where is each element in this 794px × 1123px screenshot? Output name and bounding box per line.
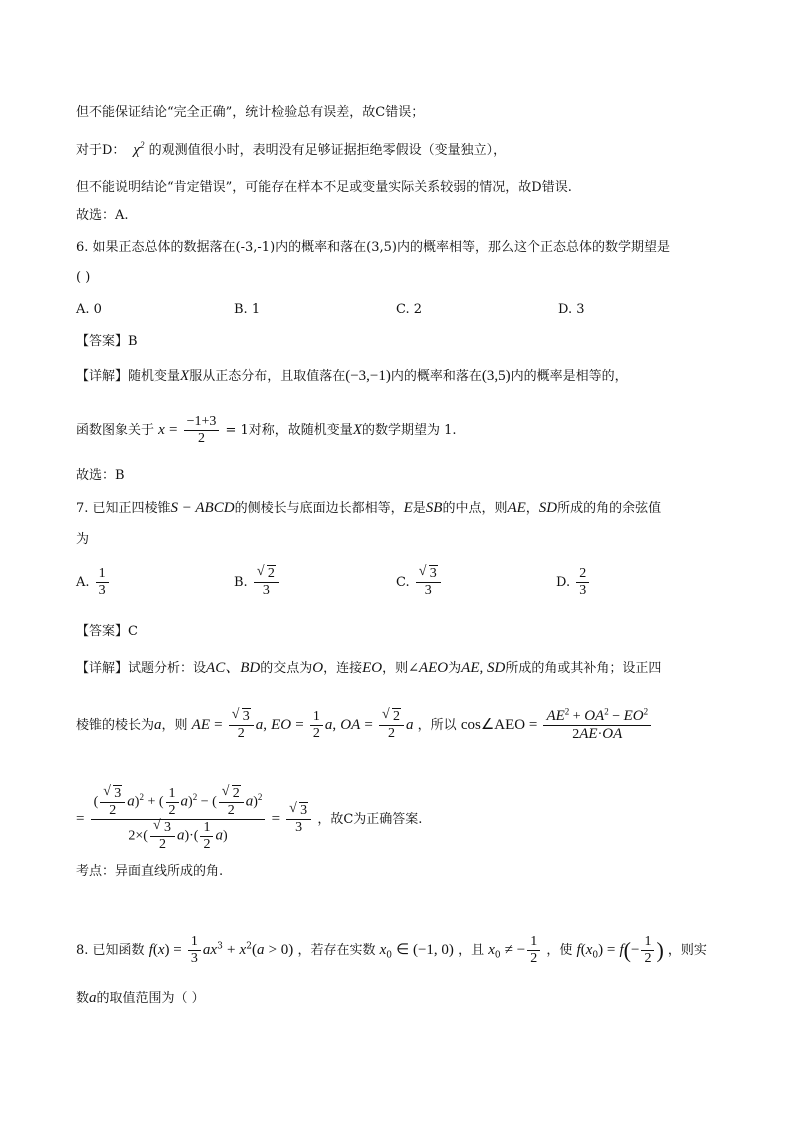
q7-option-d: D. $\frac{2}{3}$ [556,566,591,599]
q6-option-c: C. 2 [396,302,423,317]
q6-choose: 故选：B [76,468,125,483]
chi-square-symbol: $\chi^2$ [129,140,145,158]
text-line: 对于D： $\chi^2$ 的观测值很小时，表明没有足够证据拒绝零假设（变量独立）， [76,140,507,158]
question-8-stem2: 数a的取值范围为（ ） [76,990,205,1006]
q7-answer: 【答案】C [76,624,138,639]
cosine-formula: $\frac{AE^2 + OA^2 - EO^2}{2AE\cdot OA}$ [543,708,651,743]
cosine-computation: ( √ $\frac{3}{2}$ a)$^2$ + ( $\frac{1}{2}$ a)$^2$ − ( √ $\frac{2}{2}$ a)$^2$ 2×( √ $\frac{3}{2}$ a)·( $\frac{1}{2}$ a) [91,786,266,853]
q7-detail-line1: 【详解】试题分析：设AC、BD的交点为O，连接EO，则∠AEO为AE, SD所成的角或其补角；设正四 [76,660,662,676]
fraction: $\frac{-1+3}{2}$ [184,414,220,447]
q6-answer: 【答案】B [76,334,138,349]
text-line: 但不能说明结论“肯定错误”，可能存在样本不足或变量实际关系较弱的情况，故D错误. [76,180,572,195]
q7-detail-line3: = ( √ $\frac{3}{2}$ a)$^2$ + ( $\frac{1}{2}$ a)$^2$ − ( √ $\frac{2}{2}$ a)$^2$ 2×( √ $\frac{3}{2}$ a)·( $\frac{1}{2}$ a) = √ $\frac{3}{3}$ ，故C为正确答案. [76,786,422,853]
question-6-stem: 6. 如果正态总体的数据落在(-3,-1)内的概率和落在(3,5)内的概率相等，那么这个正态总体的数学期望是 [76,240,670,255]
q7-option-a: A. $\frac{1}{3}$ [76,566,111,599]
q6-option-d: D. 3 [558,302,585,317]
q7-option-c: C. √ $\frac{3}{3}$ [396,566,443,599]
q7-detail-line2: 棱锥的棱长为a，则 AE = √ $\frac{3}{2}$ a, EO = $\frac{1}{2}$ a, OA = √ $\frac{2}{2}$ a ，所以 cos∠AEO = $\frac{AE^2 + OA^2 - EO^2}{2AE\cdot OA}$ [76,708,653,743]
q7-kaodian: 考点：异面直线所成的角. [76,864,224,879]
q6-option-a: A. 0 [76,302,102,317]
q6-detail-line2: 函数图象关于 x = $\frac{-1+3}{2}$ = 1对称，故随机变量X的数学期望为 1. [76,414,457,446]
question-7-stem2: 为 [76,532,90,547]
text-line: 但不能保证结论“完全正确”，统计检验总有误差，故C错误； [76,105,425,120]
q7-option-b: B. √ $\frac{2}{3}$ [234,566,281,599]
q6-detail-line1: 【详解】随机变量X服从正态分布，且取值落在(−3,−1)内的概率和落在(3,5)内的概率是相等的， [76,368,628,384]
question-6-paren: ( ) [76,270,91,285]
q6-option-b: B. 1 [234,302,261,317]
question-8-stem: 8. 已知函数 f(x) = $\frac{1}{3}$ $ax^3 + x^2(a > 0)$ ，若存在实数 $x_0$ ∈ (−1, 0) ，且 $x_0$ ≠ − $\frac{1}{2}$ ，使 $f(x_0) = f(-$ $\frac{1}{2}$ ) ，则实 [76,934,707,966]
question-7-stem: 7. 已知正四棱锥S − ABCD的侧棱长与底面边长都相等，E是SB的中点，则AE，SD所成的角的余弦值 [76,500,662,516]
text-line: 故选：A. [76,208,129,223]
